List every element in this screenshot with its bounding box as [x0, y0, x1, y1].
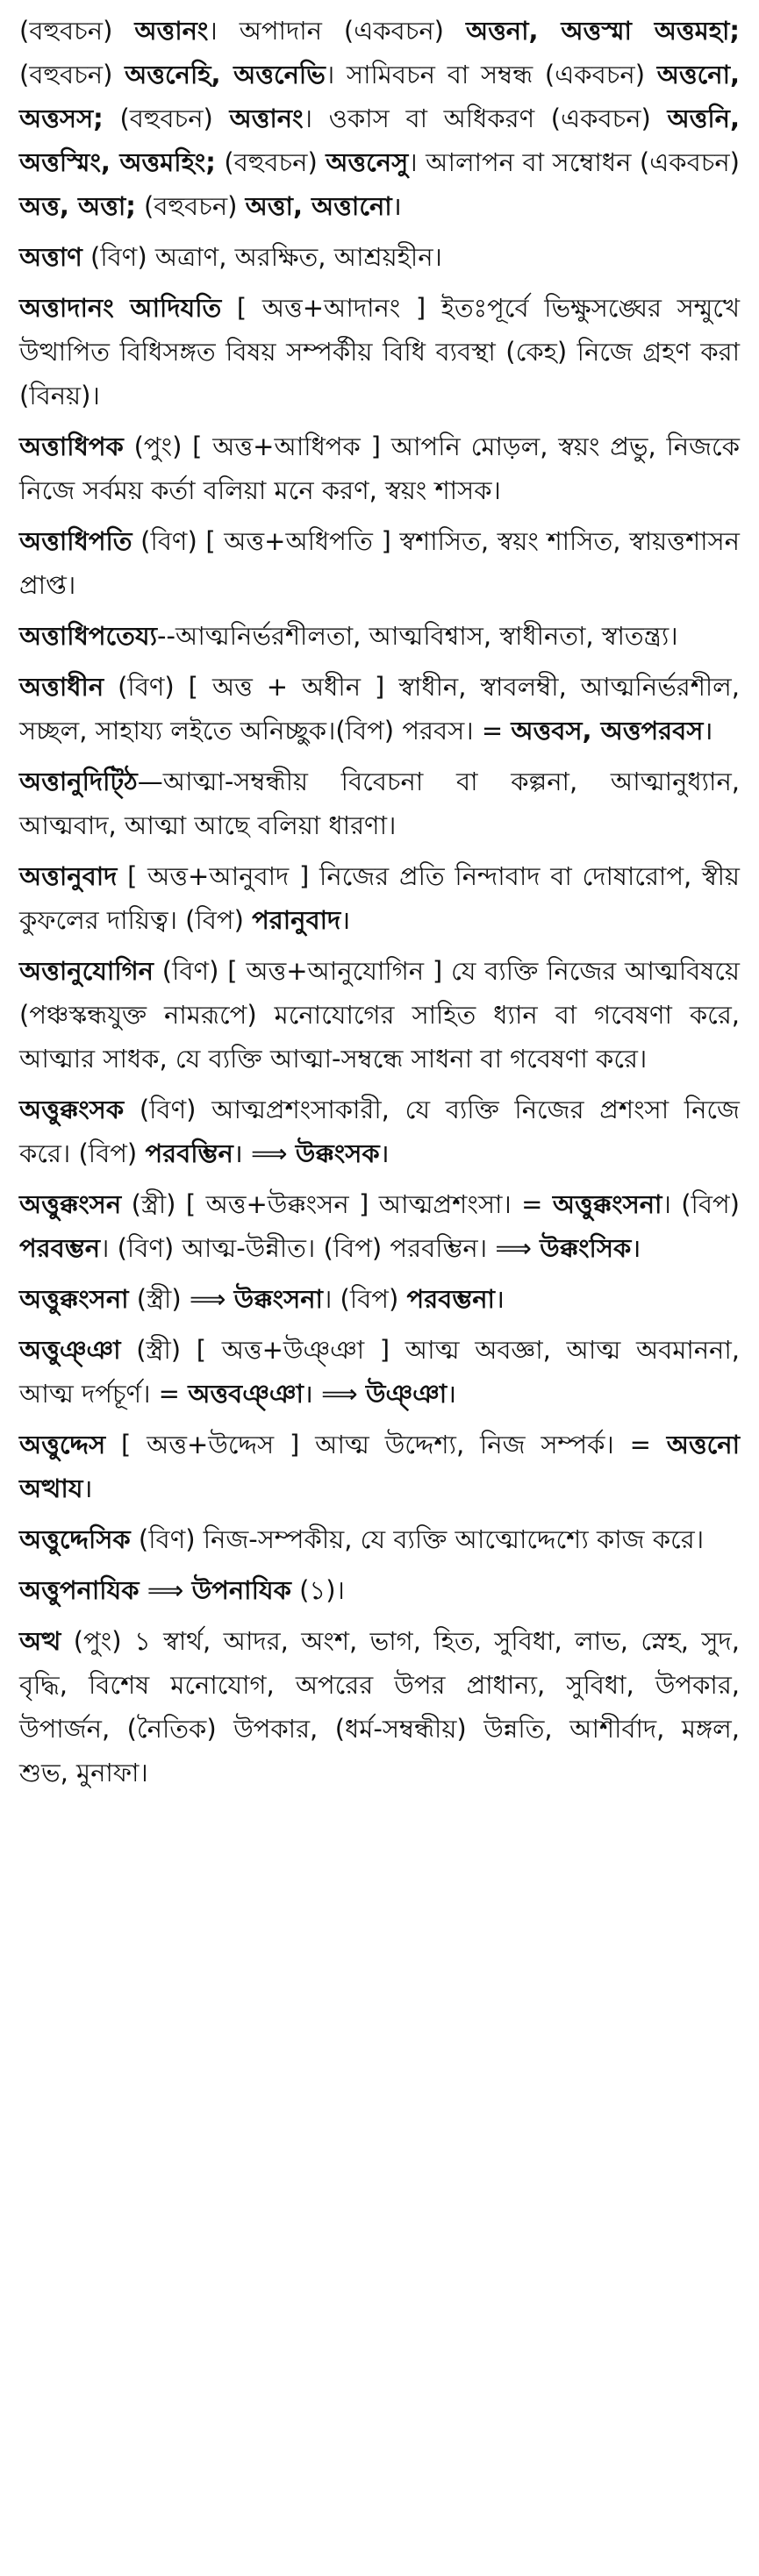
bold-term: অত্তুদ্দেসিক — [19, 1524, 131, 1554]
entry-text: । — [82, 1474, 93, 1503]
entry-text: [ অত্ত+আনুবাদ ] নিজের প্রতি নিন্দাবাদ বা দোষারোপ, স্বীয় কুফলের দায়িত্ব। (বিপ) — [19, 861, 740, 935]
bold-term: পরবম্ভন — [19, 1233, 101, 1263]
entry-text: (বহুবচন) — [215, 147, 326, 177]
dictionary-entry — [19, 949, 740, 1081]
entry-text: (বিণ) আত্মপ্রশংসাকারী, যে ব্যক্তি নিজের প্রশংসা নিজে করে। (বিপ) — [19, 1095, 740, 1168]
bold-term: অত্তনেহি, অত্তনেভি — [125, 60, 326, 89]
entry-text: (স্ত্রী) [ অত্ত+উঞ্ঞা ] আত্ম অবজ্ঞা, আত্ম অবমাননা, আত্ম দর্পচূর্ণ। = — [19, 1335, 740, 1409]
entry-text: (বিণ) [ অত্ত + অধীন ] স্বাধীন, স্বাবলম্বী, আত্মনির্ভরশীল, সচ্ছল, সাহায্য লইতে অনিচ্ছুক।(বিপ) পরবস। = — [19, 672, 740, 746]
entry-text: (পুং) [ অত্ত+আধিপক ] আপনি মোড়ল, স্বয়ং প্রভু, নিজকে নিজে সর্বময় কর্তা বলিয়া মনে করণ, স্বয়ং শাসক। — [19, 432, 740, 505]
bold-term: অত্তুঞ্ঞা — [19, 1335, 121, 1365]
dictionary-entry — [19, 1423, 740, 1510]
bold-term: অত্তনেসু — [326, 147, 409, 177]
bold-term: অত্তুক্কংসক — [19, 1095, 125, 1124]
dictionary-entry — [19, 614, 740, 658]
bold-term: অত্তুপনাযিক — [19, 1575, 140, 1605]
dictionary-entry — [19, 1517, 740, 1561]
bold-term: উপনাযিক — [191, 1575, 291, 1605]
bold-term: অত্তানং — [134, 16, 209, 46]
entry-text: (বহুবচন) — [19, 16, 135, 46]
entry-text: (বহুবচন) — [103, 103, 230, 133]
dictionary-entry — [19, 1619, 740, 1795]
entry-text: । — [340, 905, 351, 935]
entry-text: । ওকাস বা অধিকরণ (একবচন) — [303, 103, 668, 133]
entry-text: (বিণ) [ অত্ত+আনুযোগিন ] যে ব্যক্তি নিজের আত্মবিষয়ে (পঞ্চস্কন্ধযুক্ত নামরূপে) মনোযোগের সাহিত ধ্যান বা গবেষণা করে, আত্মার সাধক, যে ব্যক্তি আত্মা-সম্বন্ধে সাধনা বা গবেষণা করে। — [19, 956, 740, 1074]
bold-term: উক্কংসিক — [540, 1233, 632, 1263]
bold-term: অত্ত, অত্তা; — [19, 191, 136, 221]
entry-text: । — [379, 1138, 390, 1168]
dictionary-entry — [19, 1088, 740, 1175]
dictionary-entry — [19, 9, 740, 228]
bold-term: অত্তাধিপক — [19, 432, 124, 461]
entry-text: । (বিপ) — [662, 1189, 740, 1219]
entry-text: । আলাপন বা সম্বোধন (একবচন) — [408, 147, 740, 177]
bold-term: অত্তুক্কংসনা — [552, 1189, 662, 1219]
entry-text: (স্ত্রী) [ অত্ত+উক্কংসন ] আত্মপ্রশংসা। = — [121, 1189, 553, 1219]
bold-term: অত্তুদ্দেস — [19, 1430, 106, 1459]
entry-text: [ অত্ত+উদ্দেস ] আত্ম উদ্দেশ্য, নিজ সম্পর্ক। = — [105, 1430, 667, 1459]
bold-term: অত্তনো অত্থায — [19, 1430, 740, 1503]
entry-text: (বিণ) [ অত্ত+অধিপতি ] স্বশাসিত, স্বয়ং শাসিত, স্বায়ত্তশাসন প্রাপ্ত। — [19, 526, 740, 600]
entry-text: । — [494, 1284, 505, 1314]
dictionary-entry — [19, 425, 740, 512]
bold-term: অত্তাণ — [19, 242, 82, 272]
bold-term: অত্তা, অত্তানো — [245, 191, 392, 221]
bold-term: অত্তনা, অত্তস্মা অত্তমহা; — [465, 16, 740, 46]
entry-text: । অপাদান (একবচন) — [208, 16, 466, 46]
entry-text: । — [447, 1379, 457, 1409]
bold-term: অত্তনি, অত্তস্মিং, অত্তমহিং; — [19, 103, 741, 177]
dictionary-entry — [19, 286, 740, 417]
bold-term: অত্তাধীন — [19, 672, 104, 702]
entry-text: --আত্মনির্ভরশীলতা, আত্মবিশ্বাস, স্বাধীনতা, স্বাতন্ত্র্য। — [157, 621, 678, 651]
entry-text: (১)। — [290, 1575, 345, 1605]
bold-term: অত্তানুবাদ — [19, 861, 118, 891]
entry-text: [ অত্ত+আদানং ] ইতঃপূর্বে ভিক্ষুসঙ্ঘের সম্মুখে উত্থাপিত বিধিসঙ্গত বিষয় সম্পর্কীয় বিধি ব্যবস্থা (কেহ) নিজে গ্রহণ করা (বিনয়)। — [19, 293, 740, 410]
dictionary-entry — [19, 1277, 740, 1321]
dictionary-entry — [19, 854, 740, 942]
bold-term: উক্কংসক — [295, 1138, 380, 1168]
entry-text: । (বিপ) — [322, 1284, 407, 1314]
bold-term: অত্তনো, অত্তসস; — [19, 60, 740, 133]
bold-term: অত্তানুযোগিন — [19, 956, 154, 986]
bold-term: অত্তুক্কংসনা — [19, 1284, 129, 1314]
entry-text: (বিণ) অত্রাণ, অরক্ষিত, আশ্রয়হীন। — [82, 242, 442, 272]
entry-text: —আত্মা-সম্বন্ধীয় বিবেচনা বা কল্পনা, আত্মানুধ্যান, আত্মবাদ, আত্মা আছে বলিয়া ধারণা। — [19, 767, 740, 840]
dictionary-entry — [19, 665, 740, 753]
bold-term: অত্তবস, অত্তপরবস — [511, 716, 704, 746]
bold-term: অত্তুক্কংসন — [19, 1189, 122, 1219]
bold-term: অত্তানং — [229, 103, 304, 133]
entry-text: । ⟹ — [233, 1138, 296, 1168]
entry-text: । ⟹ — [303, 1379, 366, 1409]
bold-term: পরবম্ভনা — [406, 1284, 495, 1314]
dictionary-entry — [19, 1182, 740, 1270]
bold-term: উঞ্ঞা — [365, 1379, 448, 1409]
entry-text: । — [631, 1233, 641, 1263]
entry-text: (স্ত্রী) ⟹ — [128, 1284, 234, 1314]
bold-term: অত্তানুদিট্ঠি — [19, 767, 138, 796]
entry-text: । — [391, 191, 402, 221]
bold-term: অত্তাদানং আদিযতি — [19, 293, 222, 323]
bold-term: উক্কংসনা — [233, 1284, 323, 1314]
entry-text: (বিণ) নিজ-সম্পকীয়, যে ব্যক্তি আত্মোদ্দেশ্যে কাজ করে। — [130, 1524, 705, 1554]
dictionary-entry — [19, 1328, 740, 1416]
bold-term: অত্থ — [19, 1626, 61, 1656]
entry-text: । — [703, 716, 713, 746]
entry-text: (বহুবচন) — [19, 60, 125, 89]
dictionary-entry — [19, 235, 740, 279]
bold-term: অত্তাধিপতি — [19, 526, 132, 556]
entry-text: । (বিণ) আত্ম-উন্নীত। (বিপ) পরবম্ভিন। ⟹ — [100, 1233, 541, 1263]
dictionary-entry — [19, 1568, 740, 1612]
entry-text: । সামিবচন বা সম্বন্ধ (একবচন) — [325, 60, 657, 89]
entry-text: (পুং) ১ স্বার্থ, আদর, অংশ, ভাগ, হিত, সুবিধা, লাভ, স্নেহ, সুদ, বৃদ্ধি, বিশেষ মনোযোগ, অপরের উপর প্রাধান্য, সুবিধা, উপকার, উপার্জন, (নৈতিক) উপকার, (ধর্ম-সম্বন্ধীয়) উন্নতি, আশীর্বাদ, মঙ্গল, শুভ, মুনাফা। — [19, 1626, 740, 1788]
dictionary-entry — [19, 519, 740, 607]
bold-term: পরবম্ভিন — [145, 1138, 233, 1168]
dictionary-entry — [19, 760, 740, 847]
bold-term: অত্তাধিপতেয্য — [19, 621, 158, 651]
entry-text: (বহুবচন) — [135, 191, 246, 221]
bold-term: পরানুবাদ — [252, 905, 341, 935]
bold-term: অত্তবঞ্ঞা — [188, 1379, 304, 1409]
entry-text: ⟹ — [139, 1575, 192, 1605]
